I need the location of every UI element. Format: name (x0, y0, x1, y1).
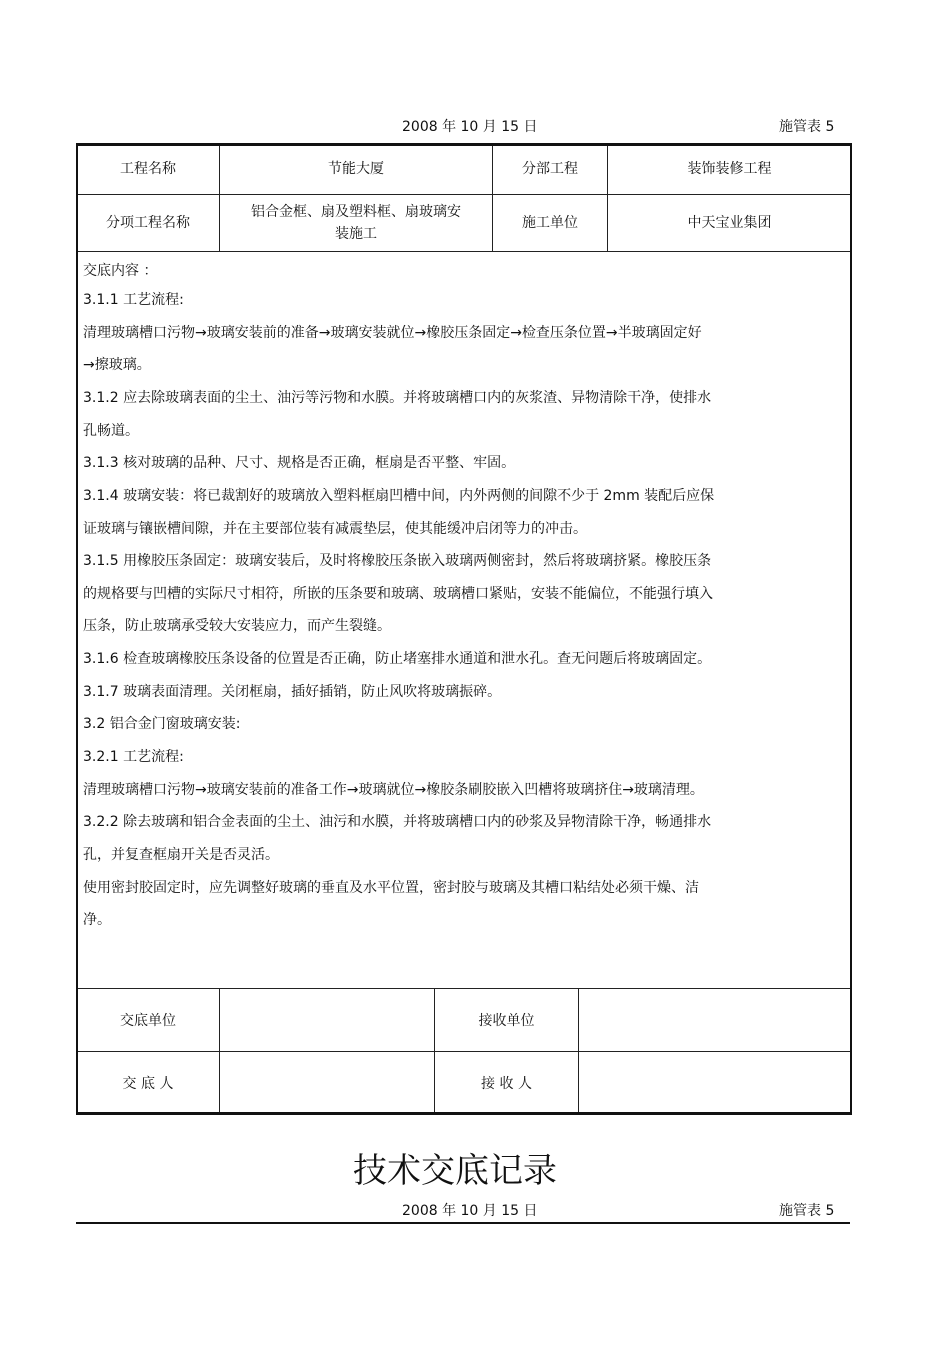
signature-table (76, 988, 852, 1115)
content-line: 孔，并复查框扇开关是否灵活。 (83, 847, 279, 863)
content-line: 3.1.1 工艺流程: (83, 292, 184, 308)
deliver-unit-label: 交底单位 (77, 989, 220, 1052)
receive-unit-label: 接收单位 (435, 989, 579, 1052)
subitem-value-line2: 装施工 (335, 226, 377, 242)
content-line: 孔畅道。 (83, 423, 139, 439)
content-line: 3.1.5 用橡胶压条固定：玻璃安装后，及时将橡胶压条嵌入玻璃两侧密封，然后将玻璃挤紧。橡胶压条 (83, 553, 712, 569)
content-line: 的规格要与凹槽的实际尺寸相符，所嵌的压条要和玻璃、玻璃槽口紧贴，安装不能偏位，不能强行填入 (83, 586, 713, 602)
content-line: 3.1.7 玻璃表面清理。关闭框扇，插好插销，防止风吹将玻璃振碎。 (83, 684, 502, 700)
subitem-value-line1: 铝合金框、扇及塑料框、扇玻璃安 (251, 204, 461, 220)
content-line: 3.1.6 检查玻璃橡胶压条设备的位置是否正确，防止堵塞排水通道和泄水孔。查无问题后将玻璃固定。 (83, 651, 712, 667)
content-line: 证玻璃与镶嵌槽间隙，并在主要部位装有减震垫层，使其能缓冲启闭等力的冲击。 (83, 521, 587, 537)
division-value: 装饰装修工程 (608, 144, 852, 195)
receive-person-label: 接 收 人 (435, 1052, 579, 1115)
division-label: 分部工程 (493, 144, 608, 195)
document-title: 技术交底记录 (353, 1151, 557, 1191)
deliver-unit-value[interactable] (220, 989, 435, 1052)
subitem-label: 分项工程名称 (77, 195, 220, 252)
receive-unit-value[interactable] (579, 989, 852, 1052)
content-line: 净。 (83, 912, 111, 928)
project-info-table (76, 143, 852, 252)
receive-person-value[interactable] (579, 1052, 852, 1115)
contractor-value: 中天宝业集团 (608, 195, 852, 252)
bottom-form-number: 施管表 5 (779, 1203, 835, 1219)
content-line: 3.2.2 除去玻璃和铝合金表面的尘土、油污和水膜，并将玻璃槽口内的砂浆及异物清除干净，畅通排水 (83, 814, 712, 830)
content-line: 使用密封胶固定时，应先调整好玻璃的垂直及水平位置，密封胶与玻璃及其槽口粘结处必须干燥、洁 (83, 880, 699, 896)
subitem-value (220, 195, 493, 252)
contractor-label: 施工单位 (493, 195, 608, 252)
content-line: 3.2 铝合金门窗玻璃安装: (83, 716, 241, 732)
header-date: 2008 年 10 月 15 日 (402, 119, 538, 135)
content-line: →擦玻璃。 (83, 357, 151, 373)
content-line: 3.1.2 应去除玻璃表面的尘土、油污等污物和水膜。并将玻璃槽口内的灰浆渣、异物清除干净，使排水 (83, 390, 712, 406)
content-heading: 交底内容 ： (83, 263, 158, 279)
bottom-date: 2008 年 10 月 15 日 (402, 1203, 538, 1219)
content-line: 清理玻璃槽口污物→玻璃安装前的准备→玻璃安装就位→橡胶压条固定→检查压条位置→半玻璃固定好 (83, 325, 702, 341)
deliver-person-label: 交 底 人 (77, 1052, 220, 1115)
content-line: 3.2.1 工艺流程: (83, 749, 184, 765)
content-line: 清理玻璃槽口污物→玻璃安装前的准备工作→玻璃就位→橡胶条刷胶嵌入凹槽将玻璃挤住→玻璃清理。 (83, 782, 704, 798)
header-form-number: 施管表 5 (779, 119, 835, 135)
project-name-label: 工程名称 (77, 144, 220, 195)
deliver-person-value[interactable] (220, 1052, 435, 1115)
content-line: 压条，防止玻璃承受较大安装应力，而产生裂缝。 (83, 618, 391, 634)
bottom-rule (76, 1222, 850, 1224)
content-line: 3.1.4 玻璃安装：将已裁割好的玻璃放入塑料框扇凹槽中间，内外两侧的间隙不少于 2mm 装配后应保 (83, 488, 715, 504)
project-name-value: 节能大厦 (220, 144, 493, 195)
content-line: 3.1.3 核对玻璃的品种、尺寸、规格是否正确，框扇是否平整、牢固。 (83, 455, 516, 471)
